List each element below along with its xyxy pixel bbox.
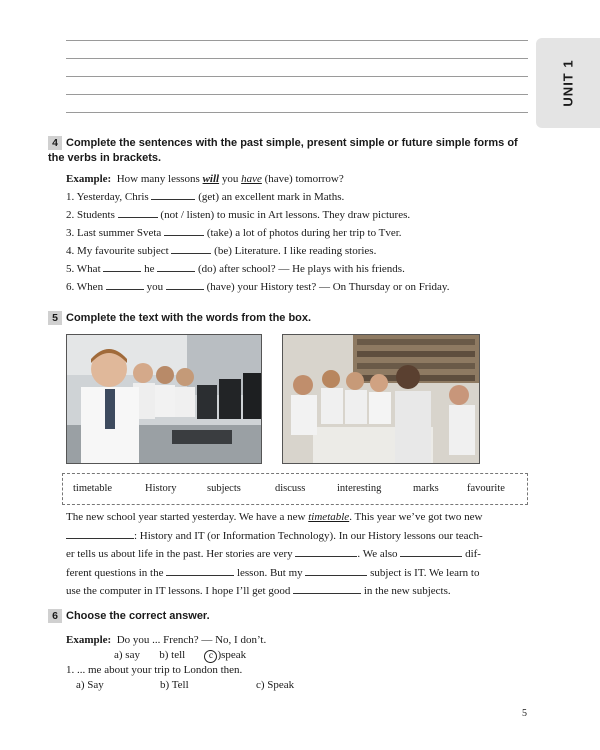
word-box-item: interesting <box>337 483 382 494</box>
text-line <box>66 564 532 583</box>
sentence-text: 4. My favourite subject <box>66 245 169 257</box>
text-line <box>66 527 532 546</box>
answer-blank[interactable] <box>66 528 134 539</box>
text-fragment: subject is IT. We learn to <box>370 566 480 579</box>
answer-line <box>66 58 528 59</box>
example-answer-will: will <box>202 173 220 185</box>
exercise-4-instruction: Complete the sentences with the past simple, present simple or future simple forms of the verbs in brackets. <box>48 137 518 164</box>
option-c[interactable]: c) Speak <box>256 679 295 691</box>
sentence-text: (do) after school? — He plays with his friends. <box>198 263 405 275</box>
sentence-text: (not / listen) to music in Art lessons. They draw pictures. <box>160 209 411 221</box>
option-b[interactable]: b) Tell <box>160 679 189 691</box>
exercise-6-example <box>66 633 294 648</box>
answer-blank[interactable] <box>151 189 195 200</box>
text-fragment: . We also <box>357 548 398 560</box>
page-number: 5 <box>522 708 527 719</box>
sentence-text: 3. Last summer Sveta <box>66 227 162 239</box>
sentence-1 <box>66 188 536 206</box>
option-a[interactable]: a) Say <box>76 679 104 691</box>
sentence-text: (have) your History test? — On Thursday or on Friday. <box>206 281 450 293</box>
exercise-5-heading <box>48 311 528 326</box>
unit-tab-label: UNIT 1 <box>560 59 576 107</box>
text-line <box>66 508 532 527</box>
sentence-text: 2. Students <box>66 209 115 221</box>
exercise-5-text <box>66 508 532 601</box>
text-fragment: lesson. But my <box>236 566 303 579</box>
example-text: How many lessons <box>116 173 200 185</box>
computer-lab-photo <box>66 334 262 464</box>
exercise-number-badge: 4 <box>48 136 62 150</box>
text-fragment: use the computer in IT lessons. I hope I’ll get good <box>66 585 291 597</box>
circled-answer-c: c <box>204 650 217 663</box>
word-box-item: subjects <box>207 483 241 494</box>
answer-blank[interactable] <box>400 546 462 557</box>
sentence-text: he <box>144 263 155 275</box>
answer-blank[interactable] <box>293 583 361 594</box>
option-a: a) say <box>114 649 140 661</box>
answer-line <box>66 112 528 113</box>
answer-blank[interactable] <box>106 279 144 290</box>
answer-line <box>66 40 528 41</box>
sentence-3 <box>66 224 536 242</box>
example-label: Example: <box>66 634 112 646</box>
word-box-item: favourite <box>467 483 505 494</box>
sentence-5 <box>66 260 536 278</box>
answer-blank[interactable] <box>157 261 195 272</box>
word-box-item: History <box>145 483 177 494</box>
text-line <box>66 582 532 601</box>
answer-line <box>66 76 528 77</box>
text-fragment: in the new subjects. <box>363 585 451 597</box>
answer-blank[interactable] <box>164 225 204 236</box>
sentence-4 <box>66 242 536 260</box>
option-c: )speak <box>217 649 247 661</box>
sentence-text: (be) Literature. I like reading stories. <box>214 245 377 257</box>
exercise-6-body <box>66 633 294 693</box>
exercise-number-badge: 6 <box>48 609 62 623</box>
word-box-item: timetable <box>73 483 113 494</box>
sentence-text: you <box>146 281 164 293</box>
exercise-4-sentences <box>66 170 536 296</box>
exercise-4-heading <box>48 136 528 166</box>
sentence-text: 5. What <box>66 263 101 275</box>
sentence-text: (get) an excellent mark in Maths. <box>198 191 345 203</box>
text-fragment: The new school year started yesterday. We have a new <box>66 511 306 523</box>
answer-blank[interactable] <box>166 565 234 576</box>
word-box-item: discuss <box>275 483 306 494</box>
answer-blank[interactable] <box>118 207 158 218</box>
answer-blank[interactable] <box>103 261 141 272</box>
answer-lines <box>66 40 528 130</box>
example-label: Example: <box>66 173 112 185</box>
text-line <box>66 545 532 564</box>
text-fragment: . This year we’ve got two new <box>349 511 483 523</box>
text-fragment: : History and IT (or Information Technology). In our History lessons our teach- <box>134 529 483 542</box>
answer-line <box>66 94 528 95</box>
example-answer-timetable: timetable <box>308 511 350 523</box>
exercise-4-example <box>66 170 536 188</box>
answer-blank[interactable] <box>295 546 357 557</box>
answer-blank[interactable] <box>166 279 204 290</box>
word-box-item: marks <box>413 483 439 494</box>
exercise-6-instruction: Choose the correct answer. <box>66 610 210 622</box>
answer-blank[interactable] <box>305 565 367 576</box>
example-answer-have: have <box>241 173 262 185</box>
sentence-text: (take) a lot of photos during her trip to Tver. <box>206 227 402 239</box>
sentence-6 <box>66 278 536 296</box>
answer-blank[interactable] <box>171 243 211 254</box>
sentence-text: 6. When <box>66 281 104 293</box>
sentence-2 <box>66 206 536 224</box>
text-fragment: ferent questions in the <box>66 566 164 579</box>
sentence-text: 1. Yesterday, Chris <box>66 191 149 203</box>
word-box <box>62 473 528 505</box>
exercise-6-heading <box>48 609 528 624</box>
unit-tab <box>536 38 600 128</box>
example-question: Do you ... French? — No, I don’t. <box>116 634 267 646</box>
text-fragment: er tells us about life in the past. Her stories are very <box>66 548 293 560</box>
question-1-options <box>66 678 294 693</box>
exercise-number-badge: 5 <box>48 311 62 325</box>
question-text: 1. ... me about your trip to London then. <box>66 664 243 676</box>
question-1 <box>66 663 294 678</box>
example-text: you <box>221 173 239 185</box>
classroom-photo <box>282 334 480 464</box>
exercise-5-instruction: Complete the text with the words from the box. <box>66 312 312 324</box>
example-options <box>66 648 294 663</box>
example-text: (have) tomorrow? <box>264 173 344 185</box>
text-fragment: dif- <box>465 548 481 560</box>
option-b: b) tell <box>159 649 186 661</box>
